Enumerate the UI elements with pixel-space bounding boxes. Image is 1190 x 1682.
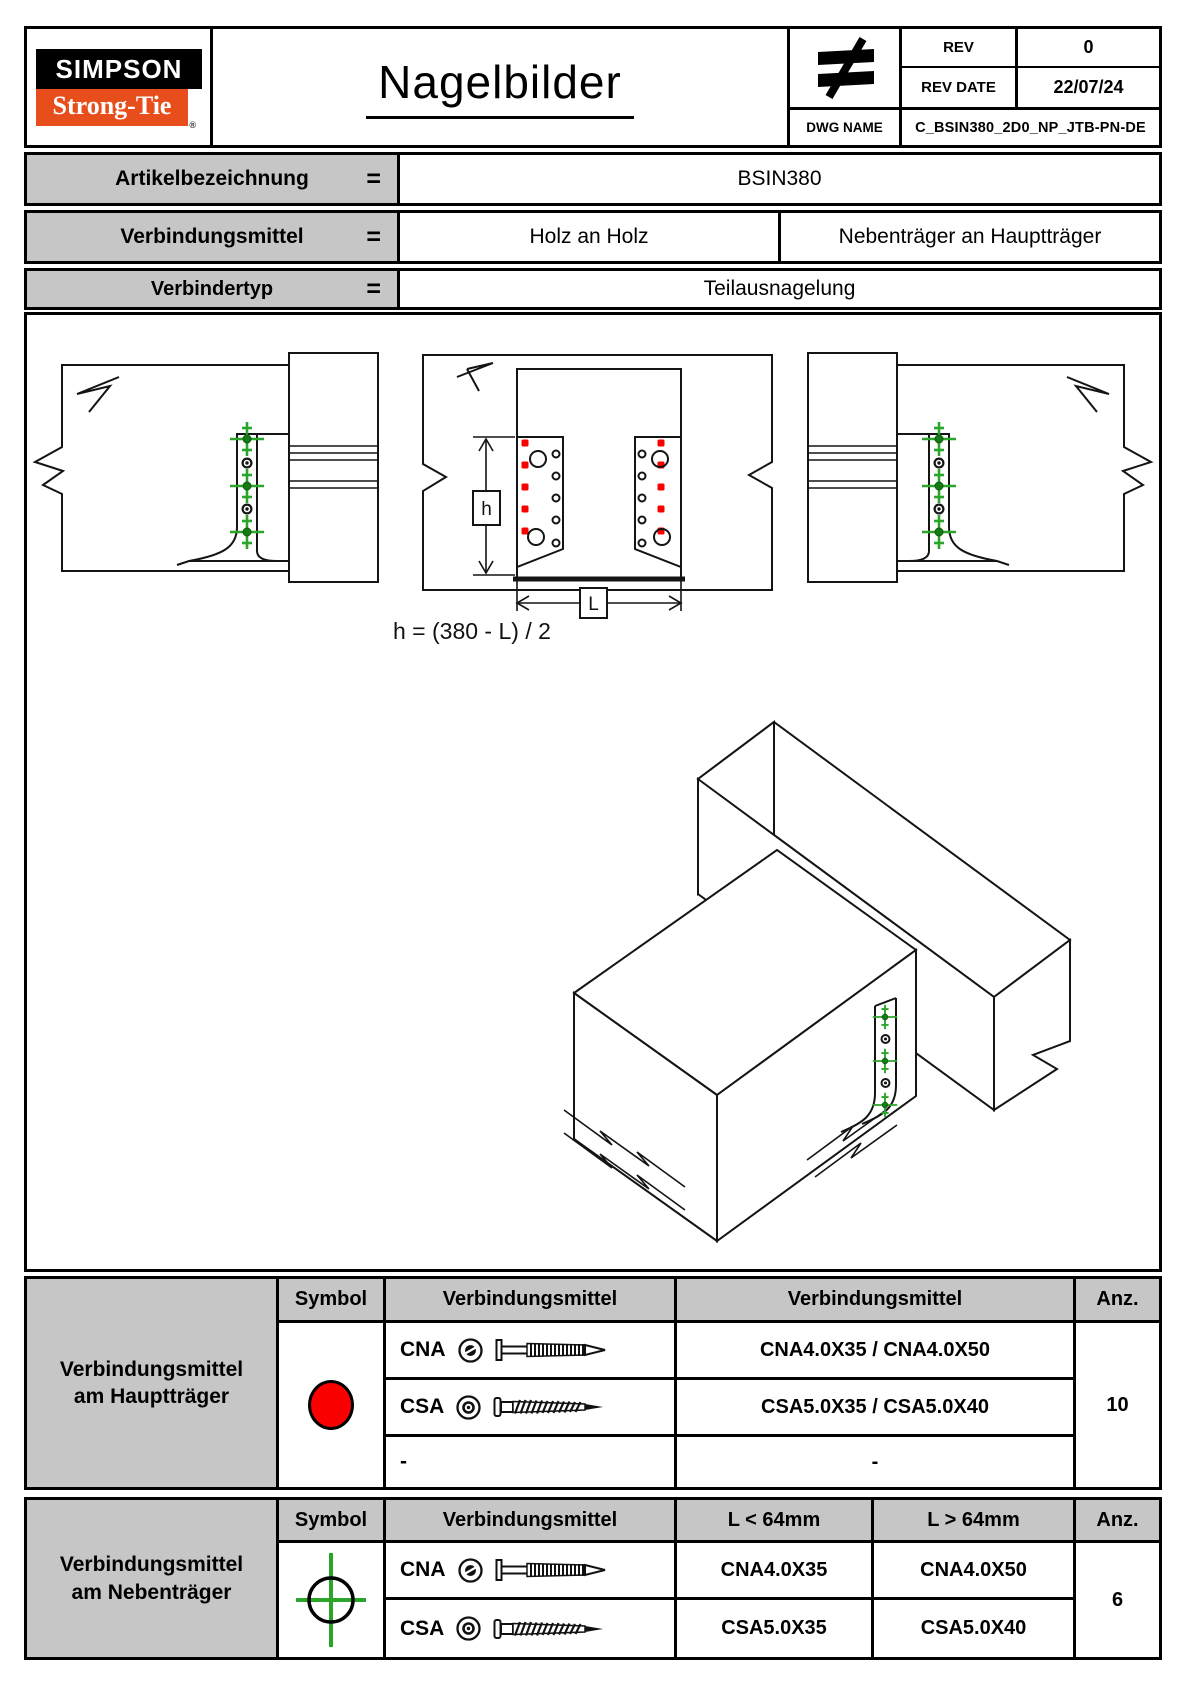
article-value: BSIN380 [737,167,822,190]
cna-nail-icon [495,1557,607,1583]
symbol-cell [279,1323,386,1487]
row-csa [386,1600,677,1657]
csa-head-icon [455,1615,482,1642]
table-fasteners-main-beam [24,1276,1162,1490]
cna-head-icon [457,1557,484,1584]
logo-strongtie-text: Strong-Tie [52,90,172,120]
front-view [423,355,772,618]
row-cna [386,1543,677,1600]
fastening-value-left: Holz an Holz [529,225,649,248]
rev-label: REV [902,29,1018,68]
info-row-article [24,152,1162,206]
cna-value: CNA4.0X35 / CNA4.0X50 [677,1323,1076,1380]
brand-logo [27,29,213,145]
drawing-area [24,312,1162,1272]
row-cna [386,1323,677,1380]
projection-symbol-cell [790,29,902,110]
col-header-length-gt: L > 64mm [874,1500,1076,1543]
dim-h [473,437,515,575]
fastener-type: - [400,1450,407,1473]
connector-type-label: Verbindertyp [150,277,274,300]
side-view-right [808,353,1151,582]
col-header-value: Verbindungsmittel [677,1279,1076,1323]
fastener-type: CSA [400,1395,445,1418]
fastener-type: CSA [400,1616,445,1640]
qty-value: 10 [1106,1393,1129,1416]
not-equal-icon [812,36,878,100]
col-header-qty: Anz. [1076,1500,1159,1543]
table-row-label: Verbindungsmittel am Hauptträger [27,1279,279,1487]
cna-value-gt: CNA4.0X50 [874,1543,1076,1600]
dim-L-label: L [588,594,599,615]
equals-sign: = [366,222,381,251]
col-header-length-lt: L < 64mm [677,1500,874,1543]
info-row-connector-type [24,268,1162,310]
fastening-label: Verbindungsmittel [120,225,304,248]
info-row-fastening [24,210,1162,264]
fastener-type: CNA [400,1558,446,1581]
equals-sign: = [366,164,381,193]
csa-screw-icon [493,1394,605,1420]
dwg-name-label: DWG NAME [790,110,902,145]
col-header-fastener: Verbindungsmittel [386,1279,677,1323]
connector-type-label-cell [27,271,400,307]
dwg-name-value: C_BSIN380_2D0_NP_JTB-PN-DE [915,119,1146,136]
equals-sign: = [366,274,381,303]
fastening-label-cell [27,213,400,261]
logo-simpson: SIMPSON [36,49,202,89]
red-circle-symbol [308,1380,354,1430]
connector-type-value: Teilausnagelung [703,277,856,300]
row-csa [386,1380,677,1437]
cna-nail-icon [495,1337,607,1363]
rev-value: 0 [1018,29,1159,68]
title-block [24,26,1162,148]
table-row-label: Verbindungsmittel am Nebenträger [27,1500,279,1657]
rev-date-label: REV DATE [902,68,1018,110]
csa-head-icon [455,1394,482,1421]
csa-value-lt: CSA5.0X35 [677,1600,874,1657]
article-label: Artikelbezeichnung [115,167,309,190]
page-title: Nagelbilder [366,55,634,119]
fastener-type: CNA [400,1338,446,1361]
symbol-cell [279,1543,386,1657]
col-header-symbol: Symbol [279,1500,386,1543]
row-empty [386,1437,677,1487]
technical-drawing [27,315,1159,1269]
article-label-cell [27,155,400,203]
cna-head-icon [457,1337,484,1364]
table-fasteners-joist [24,1497,1162,1660]
col-header-qty: Anz. [1076,1279,1159,1323]
green-crosshair-symbol [288,1548,374,1652]
logo-strongtie [36,89,196,130]
registered-mark: ® [189,119,196,130]
fastening-value-right: Nebenträger an Hauptträger [778,213,1159,261]
rev-date-value: 22/07/24 [1018,68,1159,110]
csa-value: CSA5.0X35 / CSA5.0X40 [677,1380,1076,1437]
dim-L [517,581,681,618]
cna-value-lt: CNA4.0X35 [677,1543,874,1600]
col-header-symbol: Symbol [279,1279,386,1323]
empty-value: - [677,1437,1076,1487]
col-header-fastener: Verbindungsmittel [386,1500,677,1543]
height-formula: h = (380 - L) / 2 [393,618,551,644]
csa-screw-icon [493,1616,605,1642]
csa-value-gt: CSA5.0X40 [874,1600,1076,1657]
isometric-view [564,722,1070,1241]
qty-value: 6 [1111,1588,1124,1611]
side-view-left [35,353,378,582]
dim-h-label: h [481,499,492,520]
sheet-title-cell [213,29,790,145]
